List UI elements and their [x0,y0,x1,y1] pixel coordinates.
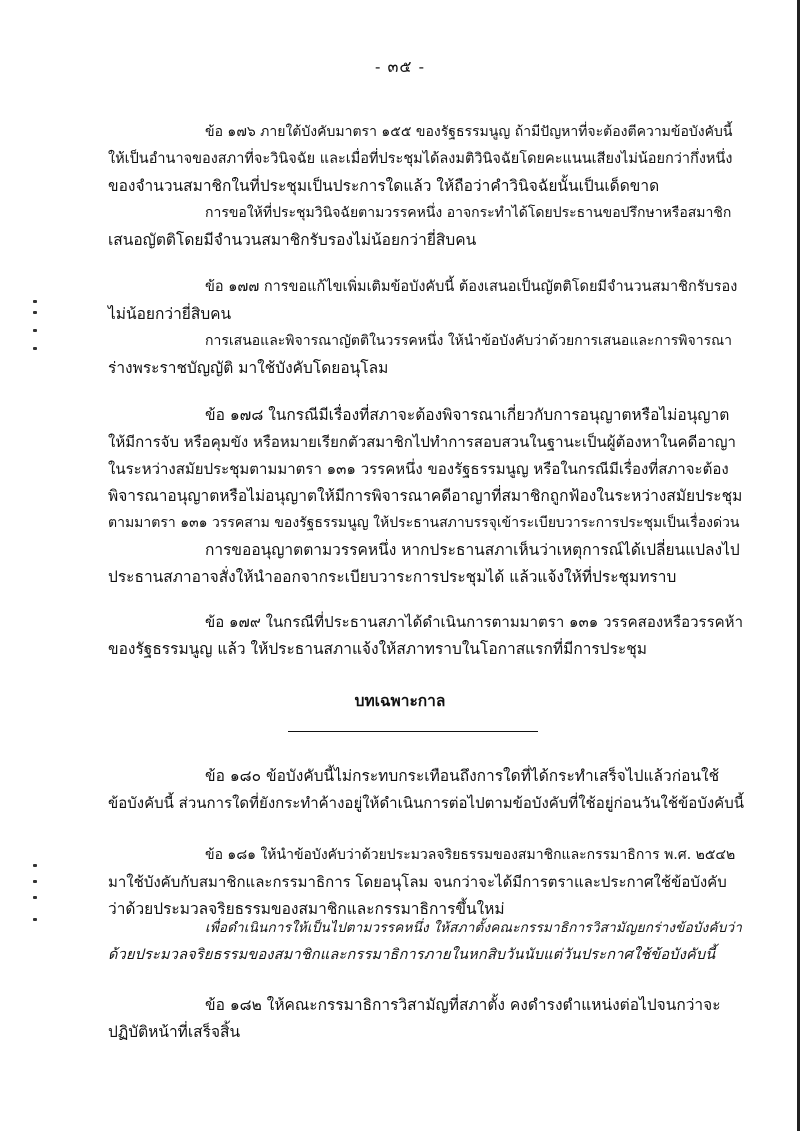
article-178-line-4: พิจารณาอนุญาตหรือไม่อนุญาตให้มีการพิจารณาคดีอาญาที่สมาชิกถูกฟ้องในระหว่างสมัยประชุม [108,487,743,505]
article-176-line-1: ข้อ ๑๗๖ ภายใต้บังคับมาตรา ๑๕๕ ของรัฐธรรมนูญ ถ้ามีปัญหาที่จะต้องตีความข้อบังคับนี้ [205,124,733,140]
article-178-line-1: ข้อ ๑๗๘ ในกรณีมีเรื่องที่สภาจะต้องพิจารณาเกี่ยวกับการอนุญาตหรือไม่อนุญาต [205,406,730,424]
article-180-line-2: ข้อบังคับนี้ ส่วนการใดที่ยังกระทำค้างอยู่ให้ดำเนินการต่อไปตามข้อบังคับที่ใช้อยู่ก่อนวันใช้ข้อบังคับนี้ [108,794,744,812]
article-181-line-4: เพื่อดำเนินการให้เป็นไปตามวรรคหนึ่ง ให้สภาตั้งคณะกรรมาธิการวิสามัญยกร่างข้อบังคับว่า [205,920,743,936]
heading-rule [288,731,538,732]
article-178-line-3: ในระหว่างสมัยประชุมตามมาตรา ๑๓๑ วรรคหนึ่ง ของรัฐธรรมนูญ หรือในกรณีมีเรื่องที่สภาจะต้อง [108,460,729,478]
scan-mark [33,311,37,314]
article-178-line-2: ให้มีการจับ หรือคุมขัง หรือหมายเรียกตัวสมาชิกไปทำการสอบสวนในฐานะเป็นผู้ต้องหาในคดีอาญา [108,433,736,451]
article-182-line-2: ปฏิบัติหน้าที่เสร็จสิ้น [108,1023,241,1041]
article-182-line-1: ข้อ ๑๘๒ ให้คณะกรรมาธิการวิสามัญที่สภาตั้ง คงดำรงตำแหน่งต่อไปจนกว่าจะ [205,996,721,1014]
scan-mark [33,347,37,350]
article-179-line-2: ของรัฐธรรมนูญ แล้ว ให้ประธานสภาแจ้งให้สภาทราบในโอกาสแรกที่มีการประชุม [108,640,647,658]
article-179-line-1: ข้อ ๑๗๙ ในกรณีที่ประธานสภาได้ดำเนินการตามมาตรา ๑๓๑ วรรคสองหรือวรรคห้า [205,613,743,631]
article-176-line-4: การขอให้ที่ประชุมวินิจฉัยตามวรรคหนึ่ง อาจกระทำได้โดยประธานขอปรึกษาหรือสมาชิก [205,205,732,221]
scan-mark [33,896,37,899]
article-178-line-7: ประธานสภาอาจสั่งให้นำออกจากระเบียบวาระการประชุมได้ แล้วแจ้งให้ที่ประชุมทราบ [108,568,677,586]
scan-mark [33,918,37,921]
article-181-line-2: มาใช้บังคับกับสมาชิกและกรรมาธิการ โดยอนุโลม จนกว่าจะได้มีการตราและประกาศใช้ข้อบังคับ [108,873,727,891]
article-178-line-5: ตามมาตรา ๑๓๑ วรรคสาม ของรัฐธรรมนูญ ให้ประธานสภาบรรจุเข้าระเบียบวาระการประชุมเป็นเรื่องด่วน [108,515,740,531]
section-heading: บทเฉพาะกาล [354,691,446,710]
article-177-line-4: ร่างพระราชบัญญัติ มาใช้บังคับโดยอนุโลม [108,359,389,377]
scan-mark [33,880,37,883]
page-number: - ๓๕ - [374,57,426,76]
article-180-line-1: ข้อ ๑๘๐ ข้อบังคับนี้ไม่กระทบกระเทือนถึงการใดที่ได้กระทำเสร็จไปแล้วก่อนใช้ [205,767,720,785]
article-177-line-1: ข้อ ๑๗๗ การขอแก้ไขเพิ่มเติมข้อบังคับนี้ ต้องเสนอเป็นญัตติโดยมีจำนวนสมาชิกรับรอง [205,279,738,295]
scan-mark [33,329,37,332]
article-176-line-2: ให้เป็นอำนาจของสภาที่จะวินิจฉัย และเมื่อที่ประชุมได้ลงมติวินิจฉัยโดยคะแนนเสียงไม่น้อยกว่ากึ่งหนึ่ง [108,151,733,167]
article-176-line-5: เสนอญัตติโดยมีจำนวนสมาชิกรับรองไม่น้อยกว่ายี่สิบคน [108,231,477,249]
article-176-line-3: ของจำนวนสมาชิกในที่ประชุมเป็นประการใดแล้ว ให้ถือว่าคำวินิจฉัยนั้นเป็นเด็ดขาด [108,177,660,195]
article-181-line-3: ว่าด้วยประมวลจริยธรรมของสมาชิกและกรรมาธิการขึ้นใหม่ [108,900,505,918]
scan-mark [33,864,37,867]
article-177-line-2: ไม่น้อยกว่ายี่สิบคน [108,305,232,323]
article-181-line-1: ข้อ ๑๘๑ ให้นำข้อบังคับว่าด้วยประมวลจริยธรรมของสมาชิกและกรรมาธิการ พ.ศ. ๒๕๔๒ [205,847,736,863]
article-177-line-3: การเสนอและพิจารณาญัตติในวรรคหนึ่ง ให้นำข้อบังคับว่าด้วยการเสนอและการพิจารณา [205,333,732,349]
scan-mark [33,300,37,303]
article-178-line-6: การขออนุญาตตามวรรคหนึ่ง หากประธานสภาเห็นว่าเหตุการณ์ได้เปลี่ยนแปลงไป [205,541,740,559]
article-181-line-5: ด้วยประมวลจริยธรรมของสมาชิกและกรรมาธิการภายในหกสิบวันนับแต่วันประกาศใช้ข้อบังคับนี้ [108,947,716,963]
